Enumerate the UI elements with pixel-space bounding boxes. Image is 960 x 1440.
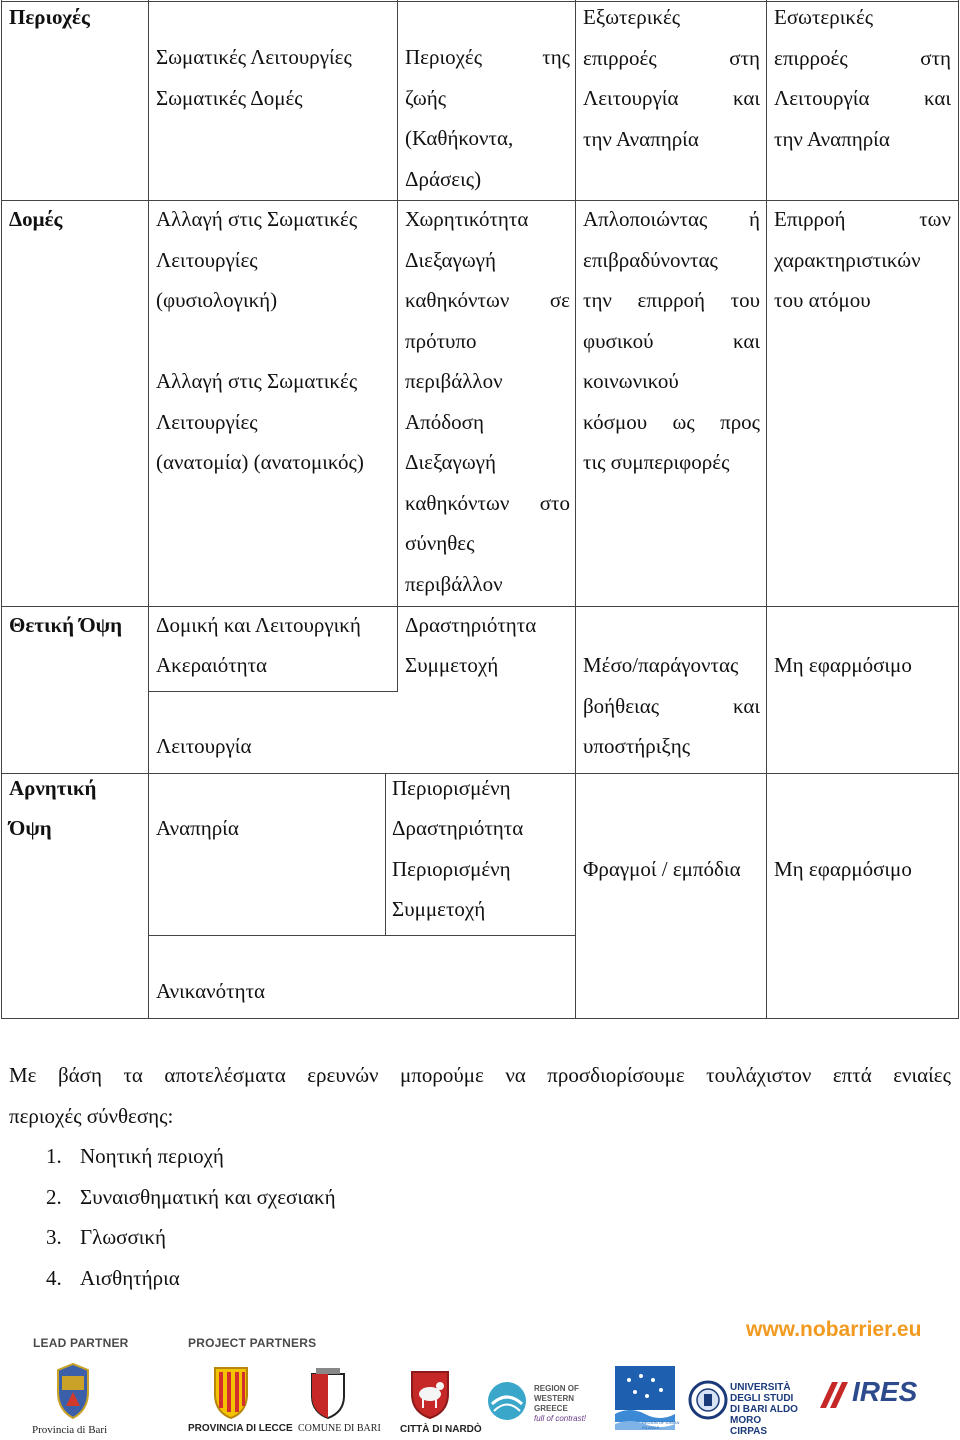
structures-body-line: Αλλαγή στις Σωματικές (156, 369, 358, 393)
header-internal-line (774, 38, 951, 79)
list-text: Γλωσσική (80, 1225, 166, 1249)
negative-life-line: Συμμετοχή (392, 897, 486, 921)
word: στη (729, 45, 760, 70)
logo-caption: REGION OF IONIAN ISLANDS (642, 1420, 680, 1430)
word: ως (672, 409, 695, 434)
paragraph-line-1 (9, 1055, 951, 1096)
word: και (923, 86, 951, 110)
word: κόσμου (583, 409, 648, 434)
logo-caption: PROVINCIA DI LECCE (188, 1423, 293, 1434)
header-life-line: ζωής (405, 85, 447, 110)
western-greece-logo-icon (486, 1380, 528, 1422)
negative-life-line: Δραστηριότητα (392, 816, 524, 840)
structures-life-line (405, 280, 570, 321)
word: και (732, 693, 760, 718)
structures-external-line (583, 199, 760, 240)
word: Λειτουργία (774, 86, 870, 110)
structures-life-line: Διεξαγωγή (405, 450, 496, 474)
list-item (46, 1258, 336, 1299)
lead-partner-heading: LEAD PARTNER (33, 1336, 129, 1350)
word: Επιρροή (774, 207, 846, 231)
header-internal-line (774, 78, 951, 119)
word: Απλοποιώντας (583, 207, 708, 231)
structures-body-line: Λειτουργίες (156, 247, 258, 272)
header-life-line: Δράσεις) (405, 166, 482, 191)
structures-body-line: (φυσιολογική) (156, 288, 278, 312)
header-external-line: την Αναπηρία (583, 126, 699, 151)
negative-inability: Ανικανότητα (156, 979, 266, 1003)
paragraph-line-2: περιοχές σύνθεσης: (9, 1103, 174, 1128)
paragraph-word: μπορούμε (400, 1063, 484, 1087)
structures-internal-line: χαρακτηριστικών (774, 247, 921, 272)
project-partners-heading: PROJECT PARTNERS (188, 1336, 317, 1350)
positive-external-line: υποστήριξης (583, 734, 691, 758)
positive-life-line: Δραστηριότητα (405, 613, 537, 637)
table-border (1, 1018, 959, 1019)
structures-body-line: Λειτουργίες (156, 409, 258, 434)
list-item (46, 1136, 336, 1177)
table-border (397, 0, 398, 692)
bari-university-seal-icon (688, 1380, 728, 1420)
row-label-structures: Δομές (9, 207, 63, 231)
list-number: 1. (46, 1144, 62, 1168)
logo-caption: COMUNE DI BARI (298, 1423, 381, 1434)
paragraph-word: τουλάχιστον (706, 1063, 812, 1087)
word: της (542, 45, 570, 69)
positive-function: Λειτουργία (156, 734, 252, 758)
list-number: 2. (46, 1184, 62, 1209)
logo-caption: IRES (852, 1376, 918, 1407)
table-border (148, 0, 149, 1019)
structures-body-cell (156, 199, 391, 483)
negative-life-line: Περιορισμένη (392, 776, 511, 800)
structures-life-line: Διεξαγωγή (405, 247, 496, 272)
structures-external-line (583, 402, 760, 443)
list-text: Συναισθηματική και σχεσιακή (80, 1184, 336, 1209)
logo-caption: UNIVERSITÀ DEGLI STUDI DI BARI ALDO MORO CIRPAS (730, 1382, 798, 1437)
word: την (583, 288, 612, 312)
structures-external-line: τις συμπεριφορές (583, 450, 730, 474)
partners-footer (0, 1310, 960, 1440)
paragraph-word: Με (9, 1063, 37, 1087)
paragraph-word: προσδιορίσουμε (547, 1063, 685, 1087)
structures-external-line (583, 321, 760, 362)
paragraph-word: ερευνών (307, 1063, 379, 1087)
paragraph-word: να (505, 1063, 526, 1087)
corner-label: Περιοχές (9, 5, 90, 29)
logo-caption: REGION OF WESTERN GREECE (534, 1384, 579, 1413)
negative-disability: Αναπηρία (156, 816, 239, 840)
structures-life-line: Απόδοση (405, 409, 484, 434)
list-number: 3. (46, 1225, 62, 1249)
negative-internal: Μη εφαρμόσιμο (774, 857, 912, 881)
positive-external-line: Μέσο/παράγοντας (583, 653, 739, 677)
structures-internal-line: του ατόμου (774, 288, 871, 312)
logo-caption: Provincia di Bari (32, 1424, 108, 1436)
header-life-line: (Καθήκοντα, (405, 126, 514, 150)
header-life-areas (405, 37, 570, 199)
structures-life-line: Χωρητικότητα (405, 207, 529, 231)
word: Λειτουργία (583, 86, 679, 110)
header-internal-influences (774, 0, 951, 159)
structures-body-line (156, 321, 391, 362)
positive-external-line (583, 686, 760, 727)
paragraph-word: ενιαίες (893, 1063, 951, 1087)
word: στο (539, 490, 570, 515)
word: στη (920, 45, 951, 70)
website-link[interactable]: www.nobarrier.eu (746, 1318, 922, 1341)
word: Περιοχές (405, 45, 483, 69)
list-text: Νοητική περιοχή (80, 1144, 224, 1168)
table-border (148, 935, 576, 936)
logo-tagline: full of contrast! (534, 1414, 587, 1423)
positive-integrity-line: Δομική και Λειτουργική (156, 613, 361, 637)
header-body-functions: Σωματικές Λειτουργίες (156, 45, 352, 69)
list-item (46, 1217, 336, 1258)
row-label-negative-line: Αρνητική (9, 776, 97, 800)
lecce-province-crest-icon (211, 1362, 251, 1420)
header-external-line (583, 38, 760, 79)
positive-external-cell (583, 645, 760, 767)
structures-life-line (405, 483, 570, 524)
positive-integrity-line: Ακεραιότητα (156, 653, 268, 677)
header-life-line (405, 37, 570, 78)
table-border (575, 0, 576, 1019)
word: των (919, 207, 951, 231)
logo-caption: CITTÀ DI NARDÒ (400, 1424, 482, 1435)
structures-life-line: σύνηθες (405, 531, 475, 555)
structures-external-line (583, 280, 760, 321)
structures-internal-line (774, 199, 951, 240)
structures-life-line: περιβάλλον (405, 369, 503, 393)
row-label-negative-line: Όψη (9, 816, 52, 840)
header-internal-line: Εσωτερικές (774, 5, 874, 29)
word: ή (749, 207, 760, 231)
positive-life-line: Συμμετοχή (405, 653, 499, 677)
header-body-structures: Σωματικές Δομές (156, 86, 303, 110)
list-item (46, 1177, 336, 1218)
table-border (766, 0, 767, 1019)
list-text: Αισθητήρια (80, 1265, 180, 1290)
word: σε (549, 288, 570, 312)
word: φυσικού (583, 328, 654, 353)
structures-external-cell (583, 199, 760, 483)
structures-body-line: (ανατομία) (ανατομικός) (156, 450, 364, 474)
bari-city-crest-icon (308, 1366, 348, 1420)
structures-life-line: περιβάλλον (405, 571, 503, 596)
word: καθηκόντων (405, 288, 510, 312)
word: και (732, 86, 760, 110)
word: προς (720, 409, 760, 434)
word: επιρροές (774, 45, 848, 70)
structures-external-line: επιβραδύνοντας (583, 247, 718, 272)
structures-life-line: πρότυπο (405, 328, 477, 353)
word: του (730, 288, 760, 312)
table-border (148, 691, 398, 692)
structures-internal-cell (774, 199, 951, 321)
nardo-city-crest-icon (408, 1364, 452, 1420)
word: και (732, 328, 760, 353)
word: επιρροή (637, 288, 706, 312)
structures-life-cell (405, 199, 570, 604)
header-external-line (583, 78, 760, 119)
ires-logo-icon (818, 1380, 854, 1410)
body-paragraph (9, 1055, 951, 1136)
table-border (1, 0, 2, 1019)
structures-external-line: κοινωνικού (583, 369, 679, 393)
structures-body-line: Αλλαγή στις Σωματικές (156, 207, 358, 231)
bari-province-crest-icon (52, 1362, 94, 1422)
list-number: 4. (46, 1265, 62, 1290)
table-border (958, 0, 959, 1019)
negative-life-line: Περιορισμένη (392, 857, 511, 881)
negative-external: Φραγμοί / εμπόδια (583, 857, 741, 881)
header-external-line: Εξωτερικές (583, 5, 681, 29)
word: επιρροές (583, 45, 657, 70)
paragraph-word: αποτελέσματα (164, 1063, 286, 1087)
header-internal-line: την Αναπηρία (774, 126, 890, 151)
paragraph-word: επτά (832, 1063, 872, 1087)
header-external-influences (583, 0, 760, 159)
paragraph-word: τα (123, 1063, 143, 1087)
word: βοήθειας (583, 693, 660, 718)
composition-areas-list (46, 1136, 336, 1298)
word: καθηκόντων (405, 490, 510, 515)
positive-internal: Μη εφαρμόσιμο (774, 653, 912, 677)
table-border (385, 773, 386, 936)
paragraph-word: βάση (57, 1063, 102, 1087)
row-label-positive: Θετική Όψη (9, 613, 123, 637)
